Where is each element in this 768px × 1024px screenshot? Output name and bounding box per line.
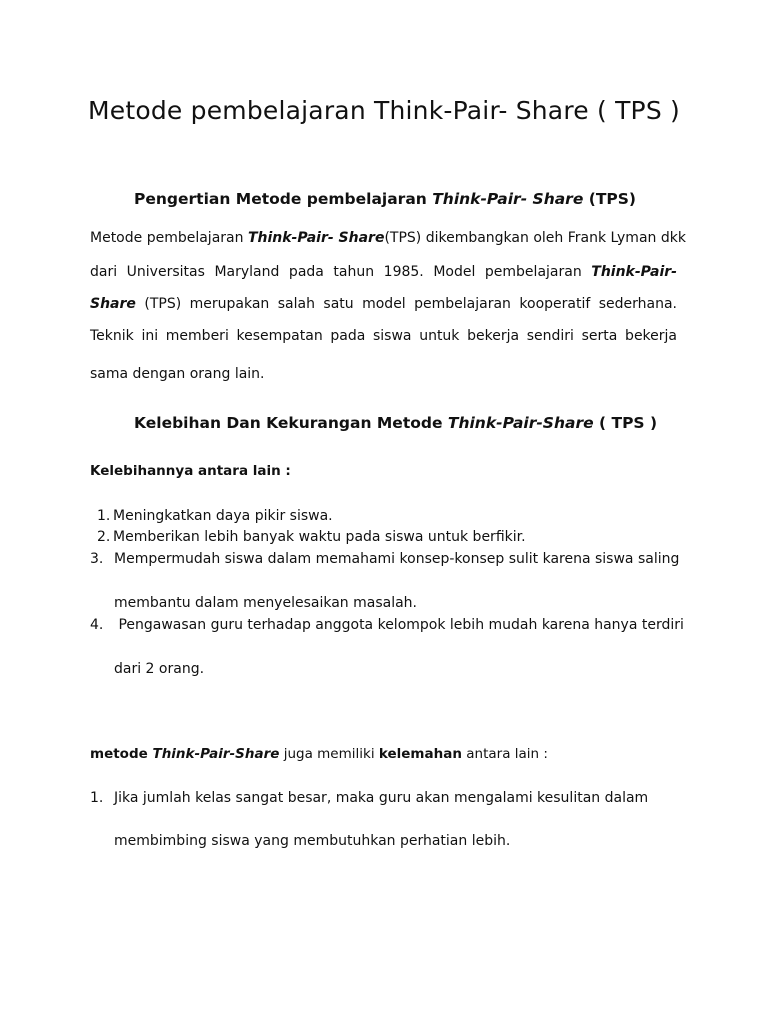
page-title: Metode pembelajaran Think-Pair- Share ( TPS ) (88, 96, 680, 125)
advantages-label: Kelebihannya antara lain : (90, 463, 291, 479)
list-item: 4. Pengawasan guru terhadap anggota kelompok lebih mudah karena hanya terdiri (90, 617, 684, 633)
paragraph-line: sama dengan orang lain. (90, 366, 265, 382)
list-item-continuation: membimbing siswa yang membutuhkan perhatian lebih. (114, 833, 511, 849)
paragraph-line: Share (TPS) merupakan salah satu model pembelajaran kooperatif sederhana. (90, 296, 677, 312)
paragraph-line: Metode pembelajaran Think-Pair- Share(TPS) dikembangkan oleh Frank Lyman dkk (90, 230, 686, 246)
list-item: 1. Jika jumlah kelas sangat besar, maka guru akan mengalami kesulitan dalam (90, 790, 649, 806)
weakness-intro: metode Think-Pair-Share juga memiliki kelemahan antara lain : (90, 746, 548, 762)
paragraph-line: Teknik ini memberi kesempatan pada siswa untuk bekerja sendiri serta bekerja (90, 328, 677, 344)
list-item-continuation: membantu dalam menyelesaikan masalah. (114, 595, 417, 611)
list-item: 2. Memberikan lebih banyak waktu pada siswa untuk berfikir. (97, 529, 526, 545)
section-heading-kelebihan: Kelebihan Dan Kekurangan Metode Think-Pair-Share ( TPS ) (134, 414, 658, 432)
paragraph-line: dari Universitas Maryland pada tahun 1985. Model pembelajaran Think-Pair- (90, 264, 677, 280)
section-heading-pengertian: Pengertian Metode pembelajaran Think-Pair- Share (TPS) (134, 190, 637, 208)
list-item-continuation: dari 2 orang. (114, 661, 205, 677)
list-item: 1. Meningkatkan daya pikir siswa. (97, 508, 333, 524)
list-item: 3. Mempermudah siswa dalam memahami konsep-konsep sulit karena siswa saling (90, 551, 680, 567)
